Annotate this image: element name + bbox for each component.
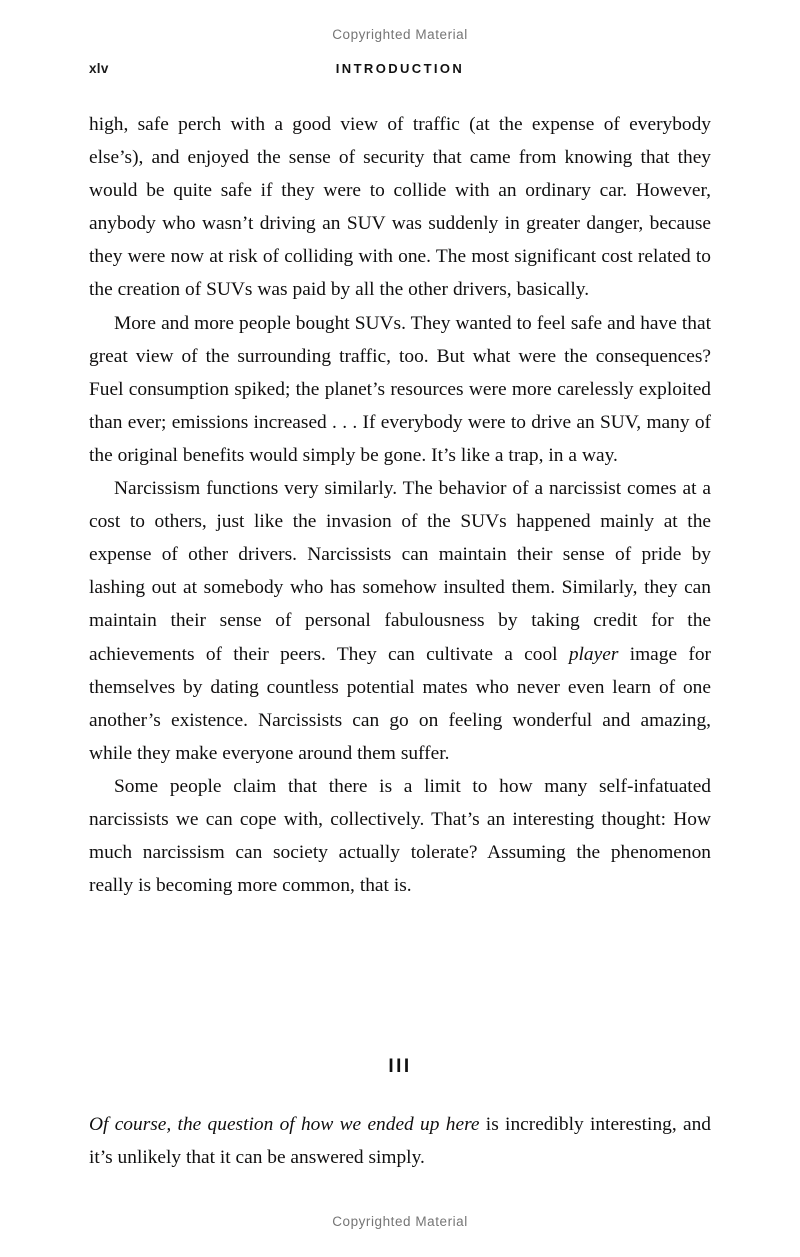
copyright-watermark-bottom: Copyrighted Material xyxy=(332,1214,468,1229)
copyright-watermark-top: Copyrighted Material xyxy=(332,27,468,42)
section-divider-numeral: III xyxy=(388,1056,412,1077)
para-more-people-bought-suvs: More and more people bought SUVs. They wanted to feel safe and have that great view of the surrounding traffic, too. But what were the consequences? Fuel consumption spiked; the planet’s resources were more carelessly exploited than ever; emissions increased . . . If everybody were to drive an SUV, many of the original benefits would simply be gone. It’s like a trap, in a way. xyxy=(89,312,711,466)
page-number-folio: xlv xyxy=(89,61,109,76)
running-head-title: INTRODUCTION xyxy=(335,61,465,76)
body-text-block xyxy=(89,108,711,902)
para-narcissism-functions: Narcissism functions very similarly. The behavior of a narcissist comes at a cost to others, just like the invasion of the SUVs happened mainly at the expense of other drivers. Narcissists can maintain their sense of pride by lashing out at somebody who has somehow insulted them. Similarly, they can maintain their sense of personal fabulousness by taking credit for the achievements of their peers. They can cultivate a cool player image for themselves by dating countless potential mates who never even learn of one another’s existence. Narcissists can go on feeling wonderful and amazing, while they make everyone around them suffer. xyxy=(89,478,711,764)
para-suv-continuation: high, safe perch with a good view of traffic (at the expense of everybody else’s), and enjoyed the sense of security that came from knowing that they would be quite safe if they were to collide with an ordinary car. However, anybody who wasn’t driving an SUV was suddenly in greater danger, because they were now at risk of colliding with one. The most significant cost related to the creation of SUVs was paid by all the other drivers, basically. xyxy=(89,114,711,301)
italic-phrase: Of course, the question of how we ended up here xyxy=(89,1114,480,1135)
para-of-course: Of course, the question of how we ended up here is incredibly interesting, and it’s unlikely that it can be answered simply. xyxy=(89,1114,711,1169)
running-head xyxy=(89,61,711,79)
para-some-people-claim: Some people claim that there is a limit to how many self-infatuated narcissists we can cope with, collectively. That’s an interesting thought: How much narcissism can society actually tolerate? Assuming the phenomenon really is becoming more common, that is. xyxy=(89,775,711,897)
italic-phrase: player xyxy=(568,643,619,665)
closing-text-block xyxy=(89,1108,711,1174)
